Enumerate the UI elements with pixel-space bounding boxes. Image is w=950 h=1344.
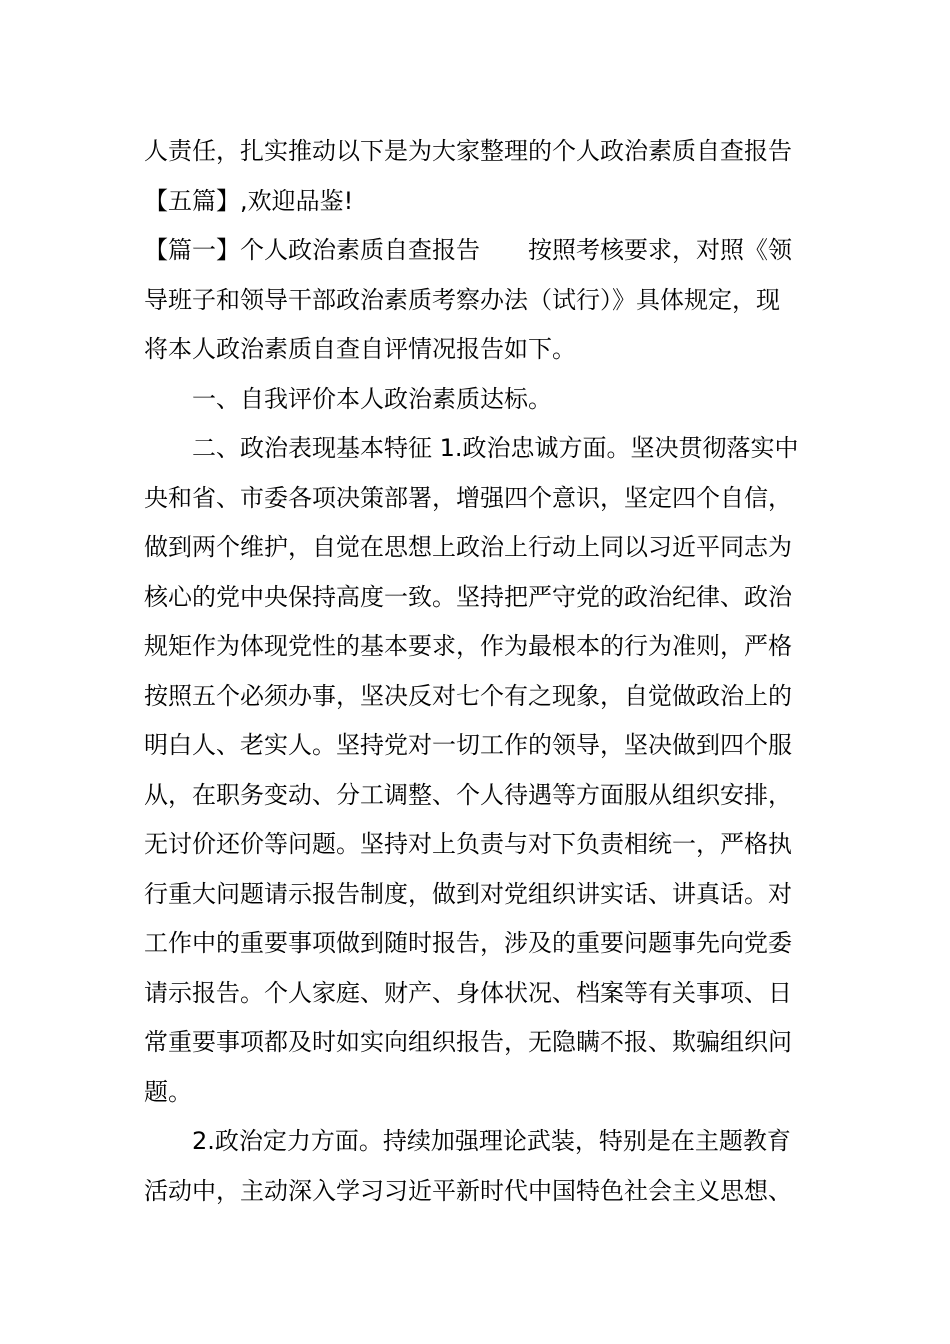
text-line: 核心的党中央保持高度一致。坚持把严守党的政治纪律、政治 <box>144 582 792 611</box>
text-line: 人责任，扎实推动以下是为大家整理的个人政治素质自查报告 <box>144 137 792 165</box>
text-line: 【篇一】个人政治素质自查报告 按照考核要求，对照《领 <box>144 236 792 264</box>
text-line: 常重要事项都及时如实向组织报告，无隐瞒不报、欺骗组织问 <box>144 1028 792 1056</box>
text-line: 明白人、老实人。坚持党对一切工作的领导，坚决做到四个服 <box>144 731 792 759</box>
document-body <box>144 127 808 1216</box>
text-line: 请示报告。个人家庭、财产、身体状况、档案等有关事项、日 <box>144 978 792 1007</box>
text-line: 无讨价还价等问题。坚持对上负责与对下负责相统一，严格执 <box>144 830 792 858</box>
text-line: 2.政治定力方面。持续加强理论武装，特别是在主题教育 <box>144 1127 791 1155</box>
text-line: 【五篇】,欢迎品鉴! <box>144 186 354 215</box>
text-line: 规矩作为体现党性的基本要求，作为最根本的行为准则，严格 <box>144 632 792 660</box>
text-line: 活动中，主动深入学习习近平新时代中国特色社会主义思想、 <box>144 1176 792 1205</box>
text-line: 题。 <box>144 1077 192 1106</box>
text-line: 央和省、市委各项决策部署，增强四个意识，坚定四个自信， <box>144 483 792 512</box>
text-line: 将本人政治素质自查自评情况报告如下。 <box>144 335 576 363</box>
text-line: 导班子和领导干部政治素质考察办法（试行）》具体规定，现 <box>144 285 780 314</box>
text-line: 一、自我评价本人政治素质达标。 <box>144 384 552 413</box>
text-line: 按照五个必须办事，坚决反对七个有之现象，自觉做政治上的 <box>144 681 792 710</box>
text-line: 行重大问题请示报告制度，做到对党组织讲实话、讲真话。对 <box>144 879 792 908</box>
text-line: 二、政治表现基本特征 1.政治忠诚方面。坚决贯彻落实中 <box>144 434 799 462</box>
text-line: 做到两个维护，自觉在思想上政治上行动上同以习近平同志为 <box>144 533 792 561</box>
text-line: 从，在职务变动、分工调整、个人待遇等方面服从组织安排， <box>144 780 792 809</box>
text-line: 工作中的重要事项做到随时报告，涉及的重要问题事先向党委 <box>144 929 792 957</box>
